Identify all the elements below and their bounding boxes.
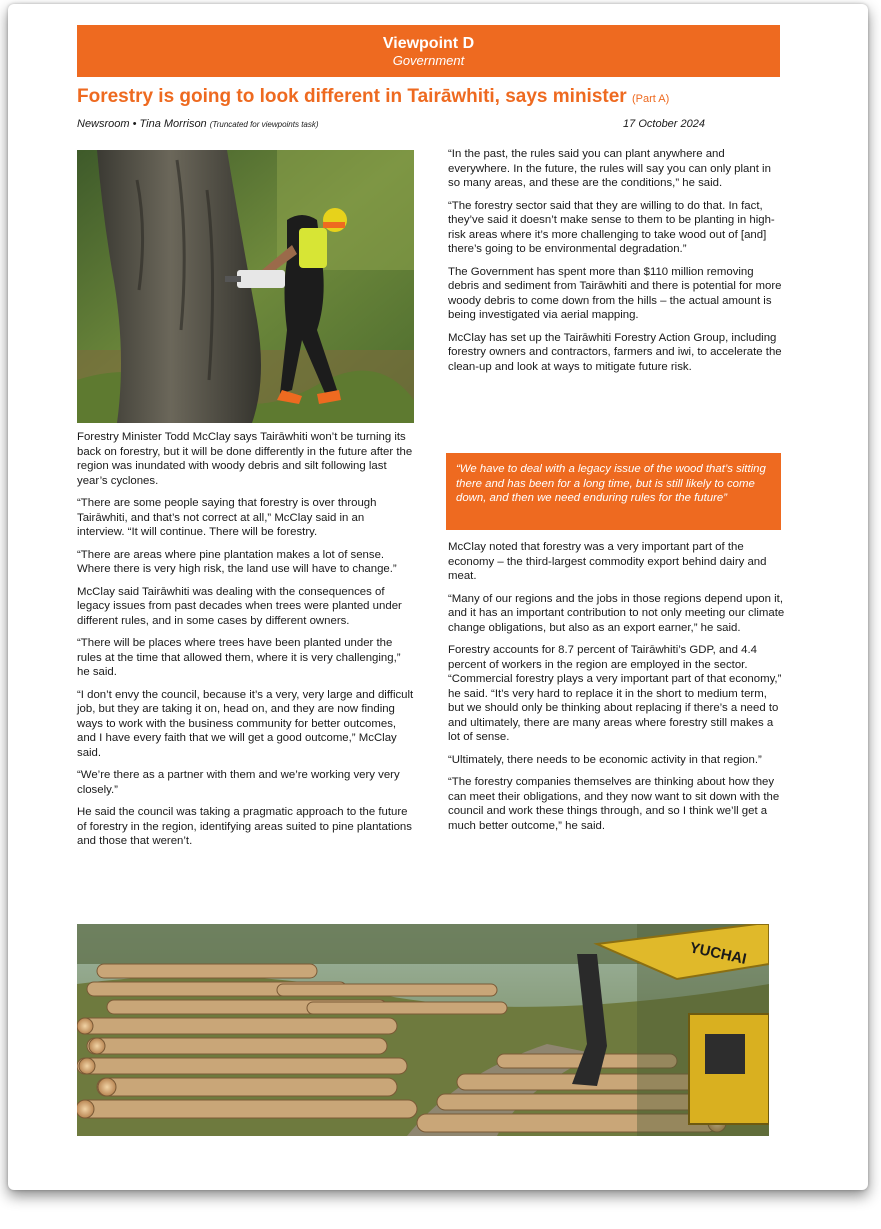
paragraph: “There are areas where pine plantation makes a lot of sense. Where there is very high risk, the land use will have to change.”	[77, 548, 397, 575]
paragraph: “The forestry companies themselves are thinking about how they can meet their obligations, and they now want to sit down with the council and work these things through, and so I think we’ll get a much better outcome,” he said.	[448, 776, 780, 832]
paragraph: The Government has spent more than $110 million removing debris and sediment from Tairāwhiti and there is potential for more woody debris to come down from the hills – the actual amount is being investigated via aerial mapping.	[448, 265, 782, 321]
paragraph: “There are some people saying that forestry is over through Tairāwhiti, and that’s not correct at all,” McClay said in an interview. “It will continue. There will be forestry.	[77, 497, 377, 538]
forester-illustration	[77, 150, 414, 423]
banner-title: Viewpoint D	[382, 35, 475, 52]
paragraph: McClay noted that forestry was a very important part of the economy – the third-largest commodity export behind dairy and meat.	[448, 541, 767, 582]
article-column-left	[77, 430, 414, 857]
paragraph: “Many of our regions and the jobs in those regions depend upon it, and it has an important contribution to not only meeting our climate change obligations, but also as an export earner,” he said.	[448, 592, 785, 634]
byline-date: 17 October 2024	[623, 118, 705, 130]
excavator-brand: YUCHAI	[688, 939, 748, 968]
banner-subtitle: Government	[392, 53, 465, 68]
paragraph: McClay has set up the Tairāwhiti Forestry Action Group, including forestry owners and contractors, farmers and iwi, to accelerate the clean-up and look at ways to mitigate future risk.	[448, 331, 782, 373]
article-headline	[77, 86, 797, 110]
paragraph: “In the past, the rules said you can plant anywhere and everywhere. In the future, the rules will say you can only plant in so many areas, and these are the conditions,” he said.	[448, 148, 771, 189]
paragraph: Forestry Minister Todd McClay says Tairāwhiti won’t be turning its back on forestry, but it will be done differently in the future after the region was inundated with woody debris and silt following last year’s cyclones.	[77, 431, 413, 487]
byline	[77, 117, 782, 132]
viewpoint-banner	[77, 25, 780, 77]
pull-quote: “We have to deal with a legacy issue of the wood that’s sitting there and has been for a long time, but is still likely to come down, and then we need enduring rules for the future”	[446, 453, 781, 530]
paragraph: “The forestry sector said that they are willing to do that. In fact, they’ve said it doesn’t make sense to them to be planting in high-risk areas where it’s more challenging to take wood out of [and] there’s going to be environmental degradation.”	[448, 199, 775, 255]
paragraph: Forestry accounts for 8.7 percent of Tairāwhiti’s GDP, and 4.4 percent of workers in the region are employed in the sector. “Commercial forestry plays a very important part of that economy,” he said. “It’s very hard to replace it in the short to medium term, but we should only be thinking about replacing if there’s a need to and ultimately, there are many areas where forestry still makes a lot of sense.	[448, 644, 782, 743]
paragraph: “We’re there as a partner with them and we’re working very very closely.”	[77, 769, 400, 796]
article-column-right-top	[448, 147, 785, 382]
headline-text: Forestry is going to look different in Tairāwhiti, says minister	[77, 86, 627, 107]
paragraph: “There will be places where trees have been planted under the rules at the time that allowed them, where it is very challenging,” he said.	[77, 637, 401, 678]
paragraph: He said the council was taking a pragmatic approach to the future of forestry in the region, identifying areas suited to pine plantations and those that weren’t.	[77, 806, 412, 847]
log-piles-illustration	[77, 924, 769, 1136]
photo-forester-chainsaw	[77, 150, 414, 423]
byline-source: Newsroom • Tina Morrison	[77, 118, 207, 130]
paragraph: “Ultimately, there needs to be economic activity in that region.”	[448, 753, 762, 766]
photo-log-piles-excavator	[77, 924, 769, 1136]
paragraph: McClay said Tairāwhiti was dealing with the consequences of legacy issues from past decades when trees were planted under different rules, and in some cases by different owners.	[77, 585, 402, 627]
headline-part: (Part A)	[631, 93, 670, 105]
paragraph: “I don’t envy the council, because it’s a very, very large and difficult job, but they are taking it on, head on, and they are now finding ways to work with the business community for better outcomes, and I have every faith that we will get a good outcome,” McClay said.	[77, 688, 414, 759]
article-column-right-bottom	[448, 540, 785, 841]
byline-note: (Truncated for viewpoints task)	[209, 120, 319, 129]
